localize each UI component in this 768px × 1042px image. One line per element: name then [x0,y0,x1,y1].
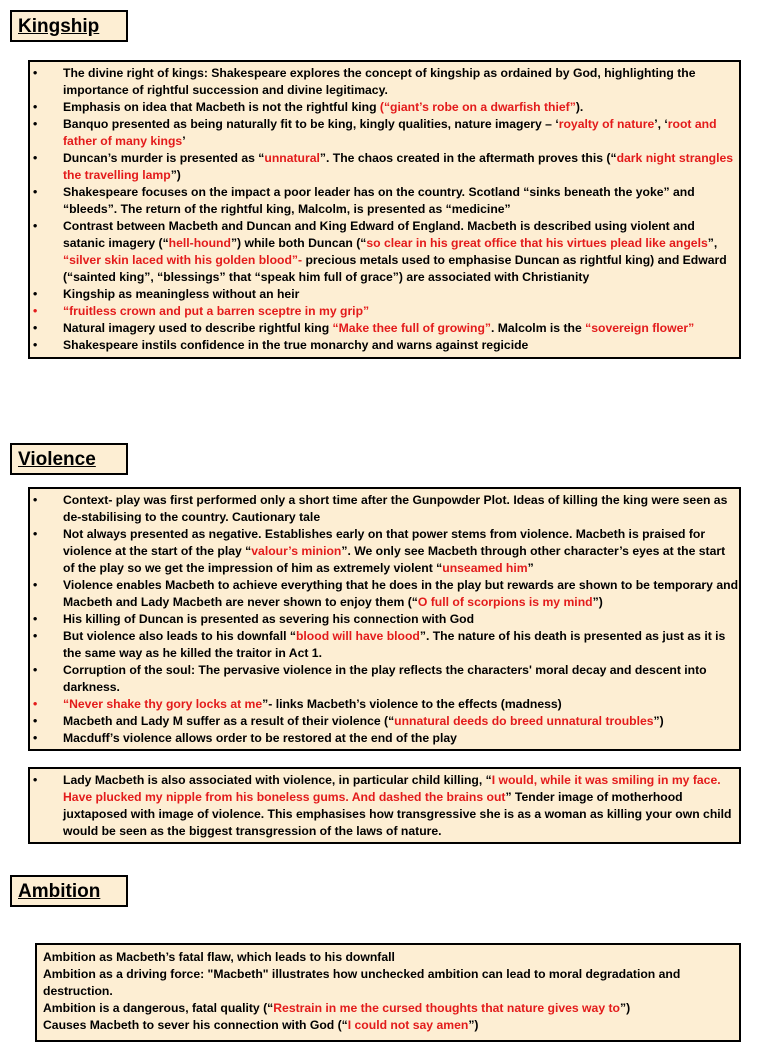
list-item [30,99,739,116]
body-text: But violence also leads to his downfall “ [63,629,296,643]
quote-text: Restrain in me the cursed thoughts that nature gives way to [273,1001,620,1015]
quote-text: royalty of nature [558,117,655,131]
kingship-heading: Kingship [10,10,128,42]
list-item [30,611,739,628]
quote-text: “silver skin laced with his golden blood”- [63,253,303,267]
body-text: ”) while both Duncan (“ [230,236,367,250]
text-line [37,966,739,1000]
list-item [30,526,739,577]
body-text: ”, [707,236,718,250]
body-text: ”- links Macbeth’s violence to the effects (madness) [262,697,562,711]
list-item [30,116,739,150]
quote-text: I would, while it was smiling in my face. Have plucked my nipple from his boneless gums. And dashed the brains out [63,773,721,804]
ambition-heading: Ambition [10,875,128,907]
list-item [30,577,739,611]
quote-text: O full of scorpions is my mind [417,595,593,609]
kingship-list [30,65,739,354]
violence-box [28,487,741,751]
ambition-lines [37,949,739,1034]
quote-text: “Never shake thy gory locks at me [63,697,263,711]
list-item [30,696,739,713]
list-item [30,662,739,696]
body-text: His killing of Duncan is presented as severing his connection with God [63,612,475,626]
body-text: ” [527,561,534,575]
list-item [30,628,739,662]
body-text: ”. We only see Macbeth through other character’s eyes at the start of the play so we get the impression of him as extremely violent “ [63,544,726,575]
quote-text: “sovereign flower” [585,321,695,335]
body-text: Lady Macbeth is also associated with violence, in particular child killing, “ [63,773,492,787]
lady-macbeth-list [30,772,739,840]
body-text: ”) [170,168,181,182]
list-item [30,184,739,218]
list-item [30,772,739,840]
text-line [37,1000,739,1017]
body-text: ”. The chaos created in the aftermath proves this (“ [319,151,617,165]
list-item [30,337,739,354]
body-text: Not always presented as negative. Establishes early on that power stems from violence. Macbeth is praised for violence at the start of the play “ [63,527,706,558]
quote-text: root and father of many kings [63,117,717,148]
text-line [37,949,739,966]
body-text: Context- play was first performed only a short time after the Gunpowder Plot. Ideas of killing the king were seen as de-stabilising to the country. Cautionary tale [63,493,728,524]
body-text: Causes Macbeth to sever his connection with God (“ [43,1018,348,1032]
body-text: Macduff’s violence allows order to be restored at the end of the play [63,731,457,745]
quote-text: I could not say amen [347,1018,469,1032]
quote-text: unnatural [264,151,320,165]
quote-text: dark night strangles the travelling lamp [63,151,734,182]
list-item [30,303,739,320]
body-text: precious metals used to emphasise Duncan as rightful king) and Edward (“sainted king”, “blessings” that “speak him full of grace”) are associated with Christianity [63,253,727,284]
body-text: Shakespeare focuses on the impact a poor leader has on the country. Scotland “sinks beneath the yoke” and “bleeds”. The return of the rightful king, Malcolm, is presented as “medicine” [63,185,695,216]
list-item [30,713,739,730]
body-text: ” Tender image of motherhood juxtaposed with image of violence. This emphasises how transgressive she is as a woman as killing your own child would be seen as the biggest transgression of the laws of nature. [63,790,732,838]
body-text: Shakespeare instils confidence in the true monarchy and warns against regicide [63,338,529,352]
quote-text: blood will have blood [295,629,420,643]
quote-text: valour’s minion [251,544,342,558]
body-text: Ambition as Macbeth’s fatal flaw, which leads to his downfall [43,950,395,964]
list-item [30,730,739,747]
body-text: The divine right of kings: Shakespeare explores the concept of kingship as ordained by God, highlighting the importance of rightful succession and divine legitimacy. [63,66,696,97]
list-item [30,218,739,286]
body-text: Duncan’s murder is presented as “ [63,151,265,165]
body-text: ”) [592,595,603,609]
body-text: Kingship as meaningless without an heir [63,287,300,301]
kingship-box [28,60,741,359]
body-text: ”) [619,1001,631,1015]
body-text: Emphasis on idea that Macbeth is not the rightful king [63,100,380,114]
body-text: ”. The nature of his death is presented as just as it is the same way as he killed the traitor in Act 1. [63,629,726,660]
quote-text: so clear in his great office that his virtues plead like angels [366,236,708,250]
list-item [30,286,739,303]
quote-text: unseamed him [442,561,528,575]
body-text: . Malcolm is the [491,321,586,335]
quote-text: hell-hound [168,236,231,250]
body-text: Banquo presented as being naturally fit to be king, kingly qualities, nature imagery – ‘ [63,117,559,131]
body-text: Natural imagery used to describe rightful king [63,321,333,335]
body-text: Ambition is a dangerous, fatal quality (“ [43,1001,274,1015]
list-item [30,150,739,184]
body-text: Violence enables Macbeth to achieve everything that he does in the play but rewards are shown to be temporary and Macbeth and Lady Macbeth are never shown to enjoy them (“ [63,578,739,609]
list-item [30,65,739,99]
ambition-box [35,943,741,1042]
body-text: Ambition as a driving force: "Macbeth" illustrates how unchecked ambition can lead to moral degradation and destruction. [43,967,681,998]
body-text: ”) [468,1018,479,1032]
body-text: ”) [653,714,664,728]
body-text: ). [575,100,584,114]
body-text: Macbeth and Lady M suffer as a result of their violence (“ [63,714,395,728]
violence-heading: Violence [10,443,128,475]
body-text: ’ [182,134,186,148]
list-item [30,320,739,337]
quote-text: “Make thee full of growing” [332,321,491,335]
quote-text: unnatural deeds do breed unnatural troubles [394,714,654,728]
quote-text: (“giant’s robe on a dwarfish thief” [379,100,576,114]
quote-text: “fruitless crown and put a barren sceptre in my grip” [63,304,370,318]
lady-macbeth-box [28,767,741,844]
body-text: Contrast between Macbeth and Duncan and King Edward of England. Macbeth is described using violent and satanic imagery (“ [63,219,695,250]
body-text: Corruption of the soul: The pervasive violence in the play reflects the characters' moral decay and descent into darkness. [63,663,707,694]
violence-list [30,492,739,747]
body-text: ’, ‘ [654,117,668,131]
text-line [37,1017,739,1034]
list-item [30,492,739,526]
